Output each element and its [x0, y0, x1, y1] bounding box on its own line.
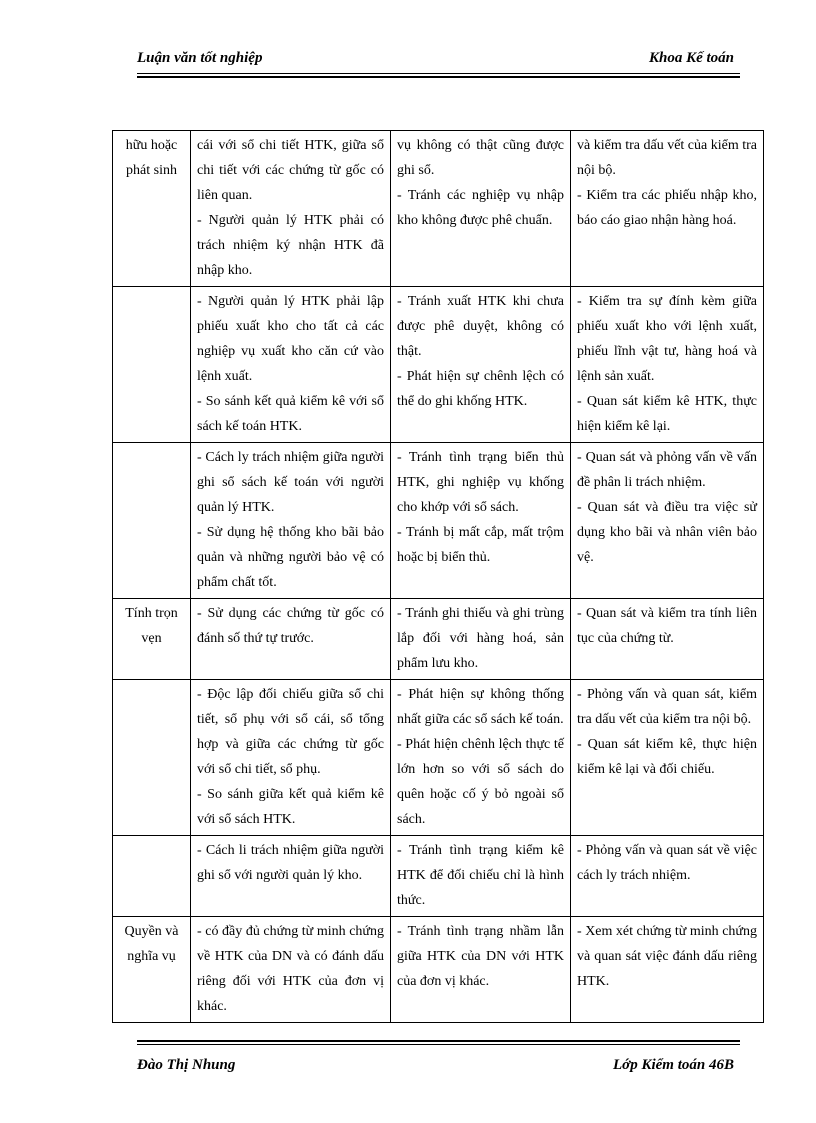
cell-paragraph: - Phát hiện chênh lệch thực tế lớn hơn so với sổ sách do quên hoặc cố ý bỏ ngoài sổ sách.: [397, 737, 564, 827]
audit-objective-cell: [113, 443, 191, 599]
table-row: [113, 836, 764, 917]
audit-objective-cell: Tính trọn vẹn: [113, 599, 191, 680]
control-test-cell: [571, 680, 764, 836]
table-row: [113, 599, 764, 680]
footer-class: Lớp Kiểm toán 46B: [613, 1057, 734, 1073]
header-title-left: Luận văn tốt nghiệp: [137, 50, 263, 66]
control-procedure-cell: [191, 599, 391, 680]
cell-paragraph: - Tránh tình trạng kiểm kê HTK để đối chiếu chỉ là hình thức.: [397, 843, 564, 908]
control-test-cell: [571, 917, 764, 1023]
cell-paragraph: - So sánh giữa kết quả kiểm kê với sổ sách HTK.: [197, 787, 384, 827]
cell-paragraph: - có đầy đủ chứng từ minh chứng về HTK của DN và có đánh dấu riêng đối với HTK của đơn vị khác.: [197, 924, 384, 1014]
cell-paragraph: - Sử dụng các chứng từ gốc có đánh số thứ tự trước.: [197, 606, 384, 646]
table-row: [113, 917, 764, 1023]
control-test-cell: [571, 836, 764, 917]
cell-paragraph: - Quan sát kiểm kê HTK, thực hiện kiểm kê lại.: [577, 394, 757, 434]
control-purpose-cell: [391, 287, 571, 443]
header-rule-thin: [137, 73, 740, 74]
table-row: [113, 287, 764, 443]
control-procedures-table: [112, 130, 764, 1023]
table-row: [113, 443, 764, 599]
control-purpose-cell: [391, 131, 571, 287]
audit-objective-cell: [113, 836, 191, 917]
cell-paragraph: - Người quản lý HTK phải có trách nhiệm ký nhận HTK đã nhập kho.: [197, 213, 384, 278]
control-test-cell: [571, 131, 764, 287]
cell-paragraph: - Quan sát và điều tra việc sử dụng kho bãi và nhân viên bảo vệ.: [577, 500, 757, 565]
cell-paragraph: - Tránh tình trạng biển thủ HTK, ghi nghiệp vụ khống cho khớp với sổ sách.: [397, 450, 564, 515]
control-purpose-cell: [391, 917, 571, 1023]
footer-author: Đào Thị Nhung: [137, 1057, 236, 1073]
audit-objective-cell: [113, 680, 191, 836]
table-row: [113, 680, 764, 836]
control-test-cell: [571, 443, 764, 599]
cell-paragraph: và kiểm tra dấu vết của kiểm tra nội bộ.: [577, 138, 757, 178]
cell-paragraph: vụ không có thật cũng được ghi sổ.: [397, 138, 564, 178]
control-test-cell: [571, 599, 764, 680]
cell-paragraph: - Xem xét chứng từ minh chứng và quan sát việc đánh dấu riêng HTK.: [577, 924, 757, 989]
cell-paragraph: cái với sổ chi tiết HTK, giữa sổ chi tiết với các chứng từ gốc có liên quan.: [197, 138, 384, 203]
control-purpose-cell: [391, 680, 571, 836]
cell-paragraph: - Phỏng vấn và quan sát, kiểm tra dấu vết của kiểm tra nội bộ.: [577, 687, 757, 727]
control-procedure-cell: [191, 443, 391, 599]
control-purpose-cell: [391, 443, 571, 599]
control-procedure-cell: [191, 680, 391, 836]
audit-objective-cell: hữu hoặc phát sinh: [113, 131, 191, 287]
cell-paragraph: - Quan sát và phỏng vấn về vấn đề phân li trách nhiệm.: [577, 450, 757, 490]
header-rule-thick: [137, 76, 740, 78]
control-procedure-cell: [191, 131, 391, 287]
control-procedure-cell: [191, 917, 391, 1023]
cell-paragraph: - Người quản lý HTK phải lập phiếu xuất kho cho tất cả các nghiệp vụ xuất kho căn cứ vào lệnh xuất.: [197, 294, 384, 384]
cell-paragraph: - Quan sát và kiểm tra tính liên tục của chứng từ.: [577, 606, 757, 646]
cell-paragraph: - Tránh các nghiệp vụ nhập kho không được phê chuẩn.: [397, 188, 564, 228]
cell-paragraph: - Tránh ghi thiếu và ghi trùng lắp đối với hàng hoá, sản phẩm lưu kho.: [397, 606, 564, 671]
control-purpose-cell: [391, 599, 571, 680]
cell-paragraph: - Kiểm tra sự đính kèm giữa phiếu xuất kho với lệnh xuất, phiếu lĩnh vật tư, hàng hoá và lệnh sản xuất.: [577, 294, 757, 384]
cell-paragraph: - Tránh bị mất cắp, mất trộm hoặc bị biển thủ.: [397, 525, 564, 565]
cell-paragraph: - Phát hiện sự chênh lệch có thể do ghi khống HTK.: [397, 369, 564, 409]
header-title-right: Khoa Kế toán: [648, 50, 734, 66]
control-purpose-cell: [391, 836, 571, 917]
audit-objective-cell: Quyền và nghĩa vụ: [113, 917, 191, 1023]
cell-paragraph: - Cách ly trách nhiệm giữa người ghi sổ sách kế toán với người quản lý HTK.: [197, 450, 384, 515]
audit-objective-cell: [113, 287, 191, 443]
cell-paragraph: - Tránh xuất HTK khi chưa được phê duyệt, không có thật.: [397, 294, 564, 359]
cell-paragraph: - Tránh tình trạng nhầm lẫn giữa HTK của DN với HTK của đơn vị khác.: [397, 924, 564, 989]
control-procedure-cell: [191, 836, 391, 917]
cell-paragraph: - Cách li trách nhiệm giữa người ghi sổ với người quản lý kho.: [197, 843, 384, 883]
cell-paragraph: - Phỏng vấn và quan sát về việc cách ly trách nhiệm.: [577, 843, 757, 883]
cell-paragraph: - So sánh kết quả kiểm kê với sổ sách kế toán HTK.: [197, 394, 384, 434]
cell-paragraph: - Độc lập đối chiếu giữa sổ chi tiết, sổ phụ với sổ cái, sổ tổng hợp và giữa các chứng từ gốc với sổ chi tiết, sổ phụ.: [197, 687, 384, 777]
cell-paragraph: - Phát hiện sự không thống nhất giữa các sổ sách kế toán.: [397, 687, 564, 727]
footer-rule-thick: [137, 1040, 740, 1042]
footer-rule-thin: [137, 1044, 740, 1045]
cell-paragraph: - Kiểm tra các phiếu nhập kho, báo cáo giao nhận hàng hoá.: [577, 188, 757, 228]
control-test-cell: [571, 287, 764, 443]
cell-paragraph: - Sử dụng hệ thống kho bãi bảo quản và những người bảo vệ có phẩm chất tốt.: [197, 525, 384, 590]
cell-paragraph: - Quan sát kiểm kê, thực hiện kiểm kê lại và đối chiếu.: [577, 737, 757, 777]
control-procedure-cell: [191, 287, 391, 443]
table-row: [113, 131, 764, 287]
